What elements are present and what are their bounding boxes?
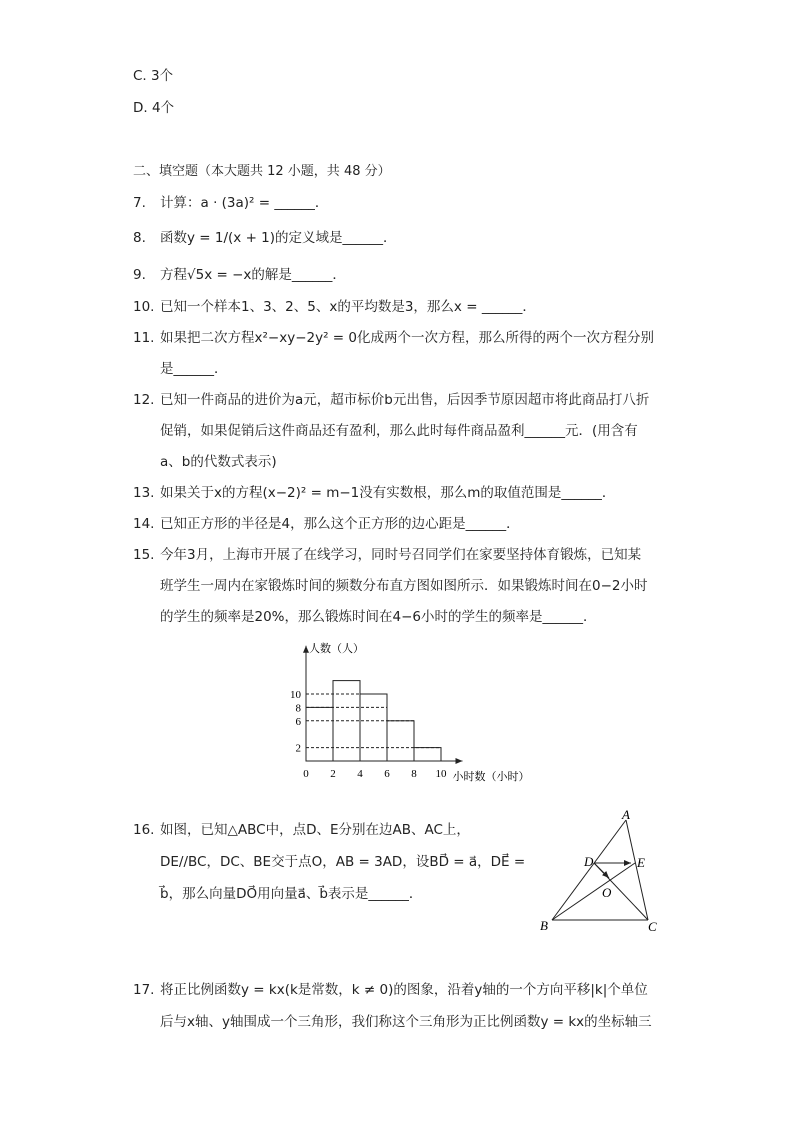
label-c: C [648, 919, 657, 934]
histogram-bar [306, 707, 333, 761]
y-tick-label: 8 [295, 702, 301, 715]
x-tick-label: 4 [357, 768, 363, 780]
question-text: 如果把二次方程x²−xy−2y² = 0化成两个一次方程，那么所得的两个一次方程分别 [160, 330, 654, 346]
question-number: 11. [133, 330, 155, 346]
question-text: 已知一件商品的进价为a元，超市标价b元出售，后因季节原因超市将此商品打八折 [160, 392, 650, 408]
question-number: 9. [133, 267, 146, 283]
question-10 [133, 297, 536, 317]
y-tick-label: 2 [295, 742, 301, 755]
question-text: 今年3月，上海市开展了在线学习，同时号召同学们在家要坚持体育锻炼，已知某 [160, 547, 642, 563]
question-number: 8. [133, 230, 146, 246]
question-11-line-2: 是______． [160, 361, 228, 377]
question-15 [133, 545, 641, 565]
question-7 [133, 193, 328, 213]
histogram-chart [270, 628, 530, 788]
vector-do [594, 863, 609, 878]
option-c-label: C. [133, 68, 147, 84]
option-c-text: 3个 [151, 68, 174, 84]
question-number: 14. [133, 516, 155, 532]
x-tick-label: 8 [411, 768, 417, 780]
question-text: 将正比例函数y = kx(k是常数，k ≠ 0)的图象，沿着y轴的一个方向平移|k|个单位 [160, 982, 648, 998]
option-d [133, 98, 174, 118]
label-b: B [540, 918, 548, 933]
question-16 [133, 820, 470, 840]
y-axis-label: 人数（人） [309, 642, 364, 655]
question-number: 17. [133, 982, 155, 998]
option-d-text: 4个 [151, 100, 175, 116]
question-16-line-2: DE//BC，DC、BE交于点O，AB = 3AD，设BD⃗ = a⃗，DE⃗ = [160, 854, 526, 870]
histogram-bar [414, 748, 441, 761]
question-9 [133, 265, 346, 285]
side-ab [552, 820, 626, 920]
question-text: 已知一个样本1、3、2、5、x的平均数是3，那么x = ______． [160, 299, 536, 315]
question-17-line-2: 后与x轴、y轴围成一个三角形，我们称这个三角形为正比例函数y = kx的坐标轴三 [160, 1014, 652, 1030]
label-a: A [622, 807, 630, 822]
question-12-line-3: a、b的代数式表示) [160, 454, 277, 470]
label-d: D [584, 854, 594, 869]
question-text: 如图，已知△ABC中，点D、E分别在边AB、AC上， [160, 822, 470, 838]
question-12 [133, 390, 649, 410]
question-14 [133, 514, 520, 534]
question-number: 12. [133, 392, 155, 408]
question-15-line-3: 的学生的频率是20%，那么锻炼时间在4−6小时的学生的频率是______． [160, 609, 597, 625]
label-o: O [602, 885, 612, 900]
x-tick-label: 2 [330, 768, 336, 780]
side-ac [626, 820, 648, 920]
section-title: 二、填空题（本大题共 12 小题，共 48 分） [133, 164, 391, 179]
triangle-figure [530, 808, 670, 938]
question-text: 计算：a · (3a)² = ______． [160, 195, 329, 211]
question-17 [133, 980, 648, 1000]
label-e: E [637, 855, 645, 870]
question-number: 16. [133, 822, 155, 838]
question-text: 如果关于x的方程(x−2)² = m−1没有实数根，那么m的取值范围是______． [160, 485, 616, 501]
question-12-line-2: 促销，如果促销后这件商品还有盈利，那么此时每件商品盈利______元．(用含有 [160, 423, 638, 439]
y-tick-label: 10 [290, 689, 301, 701]
question-8 [133, 228, 397, 248]
question-16-line-3: b⃗，那么向量DO⃗用向量a⃗、b⃗表示是______． [160, 886, 423, 902]
x-tick-label: 0 [303, 768, 309, 780]
histogram-bar [360, 694, 387, 761]
question-number: 7. [133, 195, 146, 211]
question-number: 13. [133, 485, 155, 501]
option-d-label: D. [133, 100, 148, 116]
histogram-bar [387, 721, 414, 761]
x-axis-label: 小时数（小时） [452, 771, 530, 783]
question-11 [133, 328, 654, 348]
question-text: 方程√5x = −x的解是______． [160, 267, 346, 283]
question-number: 15. [133, 547, 155, 563]
question-13 [133, 483, 615, 503]
question-text: 已知正方形的半径是4，那么这个正方形的边心距是______． [160, 516, 520, 532]
x-tick-label: 10 [435, 768, 447, 780]
option-c [133, 66, 173, 86]
segment-be [552, 863, 635, 920]
question-number: 10. [133, 299, 155, 315]
x-tick-label: 6 [384, 768, 390, 780]
question-text: 函数y = 1/(x + 1)的定义域是______． [160, 230, 397, 246]
question-15-line-2: 班学生一周内在家锻炼时间的频数分布直方图如图所示．如果锻炼时间在0−2小时 [160, 578, 648, 594]
y-tick-label: 6 [295, 715, 301, 728]
